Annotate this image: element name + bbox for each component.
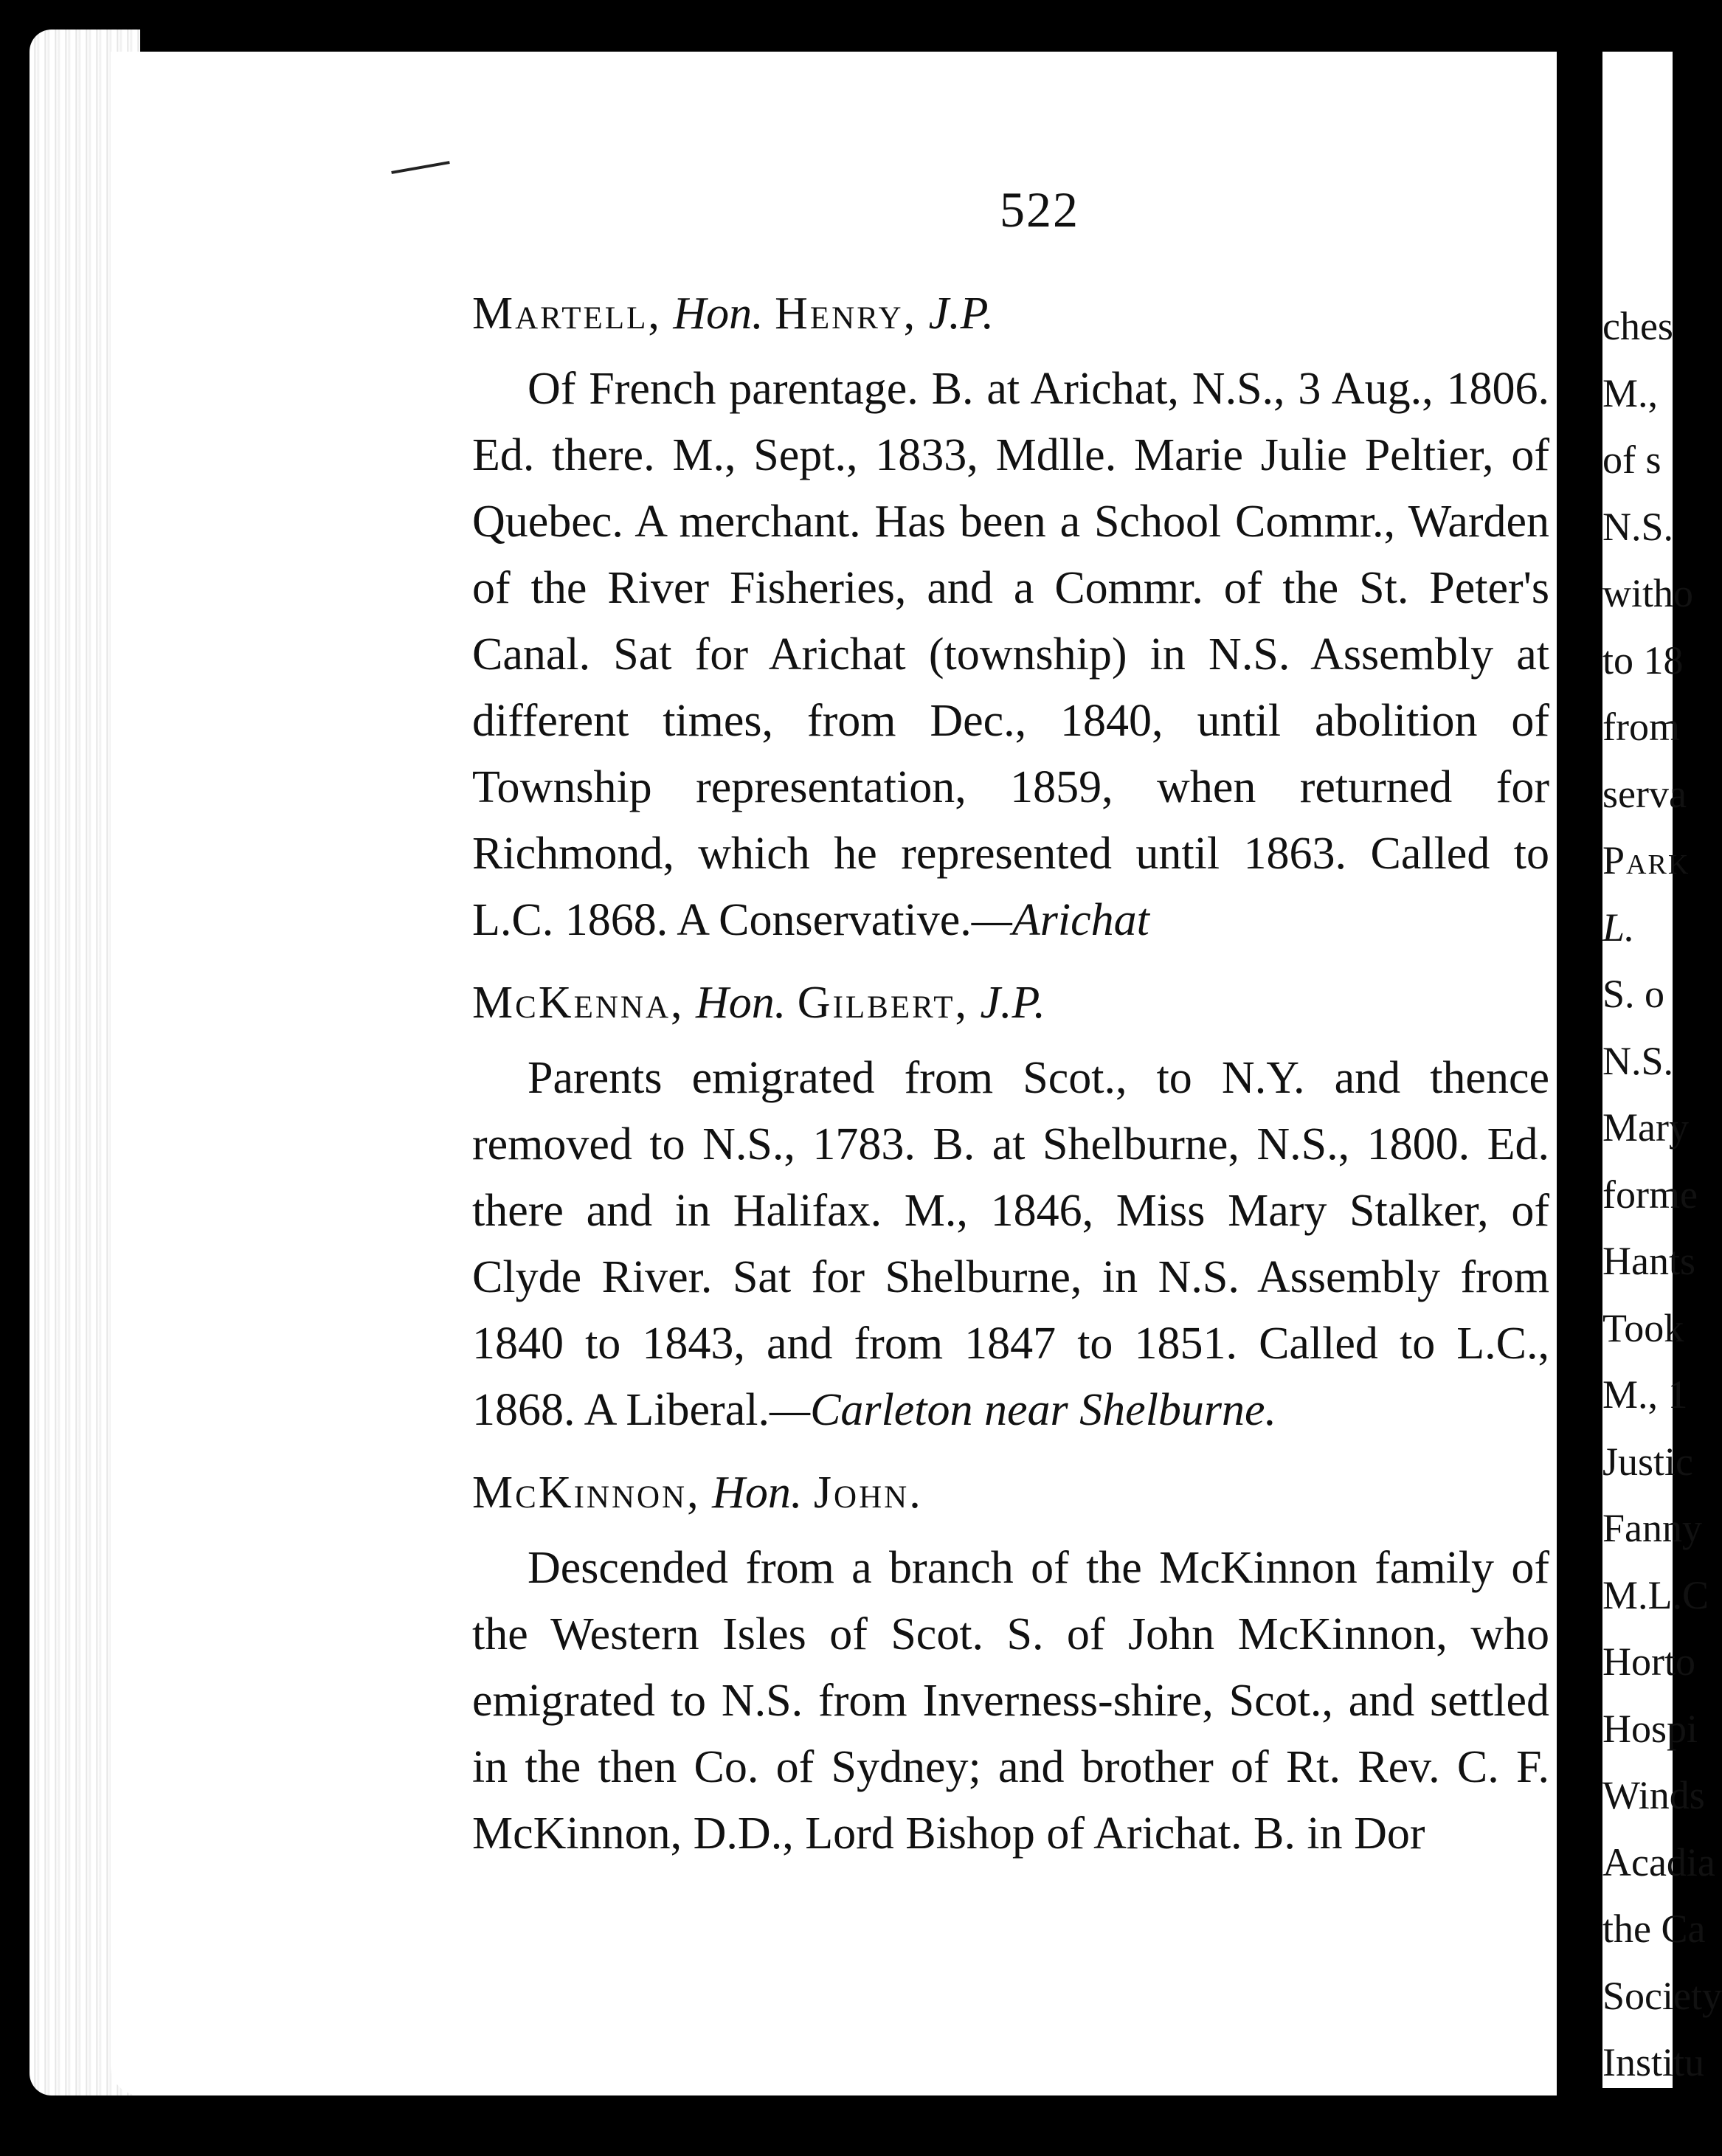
entry-honorific: Hon. (696, 978, 786, 1028)
strip-line: Horto (1602, 1640, 1695, 1684)
strip-line: Society (1602, 1973, 1722, 2018)
entry-text: Of French parentage. B. at Arichat, N.S., 3 Aug., 1806. Ed. there. M., Sept., 1833, Mdlle. Marie Julie Peltier, of Quebec. A merchant. Has been a School Commr., Warden of the River Fisheries, and a Commr. of the St. Peter's Canal. Sat for Arichat (township) in N.S. Assembly at different times, from Dec., 1840, until abolition of Township representation, 1859, when returned for Richmond, which he represented until 1863. Called to L.C. 1868. A Conservative. (472, 364, 1549, 945)
strip-line: M.L.C (1602, 1572, 1709, 1617)
strip-line: N.S. (1602, 504, 1674, 549)
strip-line: witho (1602, 571, 1694, 615)
entry-text: Descended from a branch of the McKinnon family of the Western Isles of Scot. S. of John McKinnon, who emigrated to N.S. from Inverness-shire, Scot., and settled in the then Co. of Sydney; and brother of Rt. Rev. C. F. McKinnon, D.D., Lord Bishop of Arichat. B. in Dor (472, 1543, 1549, 1859)
strip-line: M., (1602, 370, 1659, 415)
next-page-strip (1602, 52, 1722, 2088)
strip-line: of s (1602, 438, 1662, 482)
strip-line: Fanny (1602, 1506, 1702, 1550)
entry-heading (472, 1467, 1549, 1535)
strip-line: Took (1602, 1305, 1684, 1350)
strip-line: Institu (1602, 2040, 1705, 2084)
strip-line: Hants (1602, 1239, 1695, 1283)
entry-suffix: J.P. (980, 978, 1045, 1028)
page-content (472, 288, 1549, 1876)
entry-suffix: J.P. (928, 288, 994, 339)
strip-line: from (1602, 705, 1680, 749)
entry-surname: Martell, (472, 288, 662, 339)
strip-line: N.S. (1602, 1038, 1674, 1083)
strip-line: Hospi (1602, 1706, 1698, 1751)
entry-heading (472, 977, 1549, 1045)
strip-line: M., 1 (1602, 1372, 1688, 1417)
entry-surname: McKinnon, (472, 1468, 701, 1518)
strip-line: the Ca (1602, 1907, 1706, 1951)
strip-line: to 18 (1602, 638, 1684, 683)
entry-body (472, 356, 1549, 953)
entry-surname: McKenna, (472, 978, 685, 1028)
strip-line: L. (1602, 905, 1635, 950)
entry-body (472, 1045, 1549, 1443)
entry-text: Parents emigrated from Scot., to N.Y. and thence removed to N.S., 1783. B. at Shelburne, N.S., 1800. Ed. there and in Halifax. M., 1846, Miss Mary Stalker, of Clyde River. Sat for Shelburne, in N.S. Assembly from 1840 to 1843, and from 1847 to 1851. Called to L.C., 1868. A Liberal. (472, 1053, 1549, 1435)
entry-body (472, 1535, 1549, 1867)
entry-given-name: John. (813, 1468, 923, 1518)
entry-residence: —Arichat (971, 895, 1149, 945)
entry-given-name: Henry, (775, 288, 918, 339)
entry-honorific: Hon. (673, 288, 764, 339)
strip-line: Mary (1602, 1105, 1689, 1150)
entry-honorific: Hon. (712, 1468, 803, 1518)
strip-line: serva (1602, 771, 1687, 816)
page-number: 522 (1000, 182, 1079, 238)
entry-heading (472, 288, 1549, 356)
entry-residence: —Carleton near Shelburne. (769, 1385, 1277, 1435)
entry-given-name: Gilbert, (797, 978, 969, 1028)
strip-line: S. o (1602, 972, 1665, 1016)
strip-line: Justic (1602, 1439, 1694, 1484)
strip-line: Acadia (1602, 1839, 1715, 1884)
strip-line: ches (1602, 304, 1673, 348)
strip-line: Winds (1602, 1773, 1705, 1817)
strip-line: Park (1602, 838, 1690, 882)
strip-line: forme (1602, 1172, 1698, 1217)
